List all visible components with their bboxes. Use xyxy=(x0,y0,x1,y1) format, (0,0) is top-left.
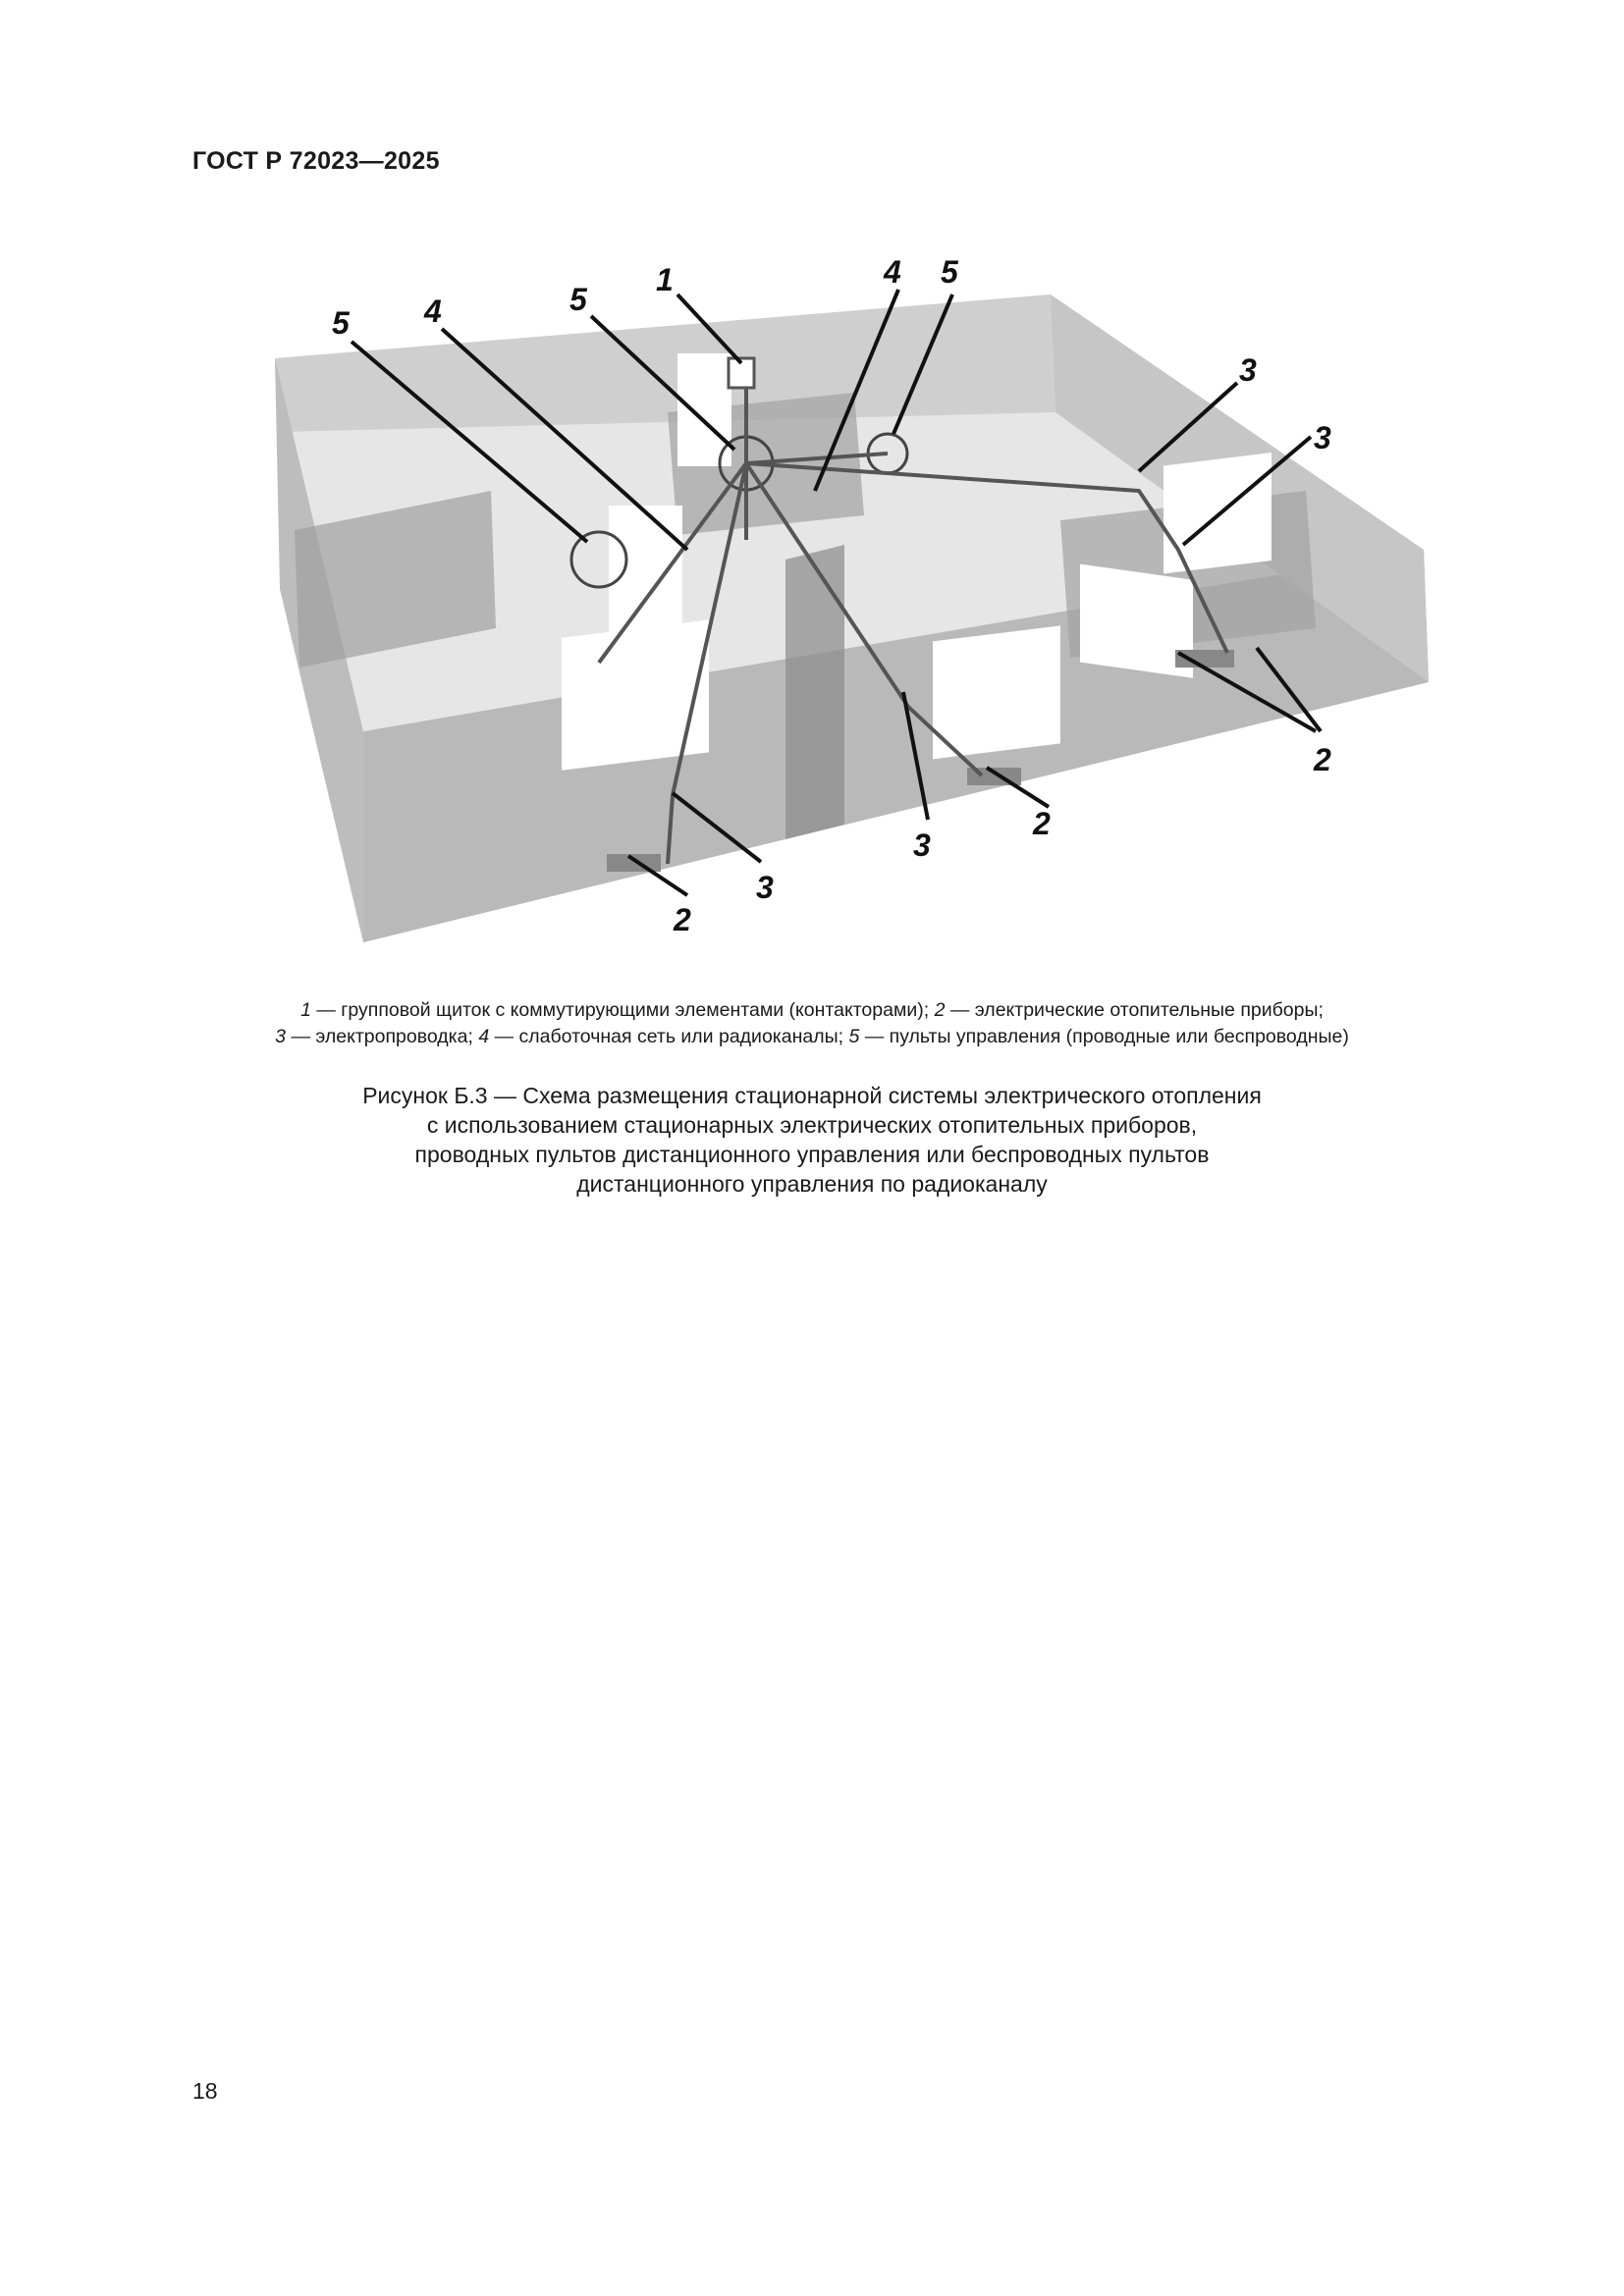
page-number: 18 xyxy=(192,2078,218,2104)
figure-caption xyxy=(196,1081,1428,1199)
legend-text-2: — электрические отопительные приборы; xyxy=(945,999,1324,1021)
legend-text-3: — электропроводка; xyxy=(286,1026,479,1047)
caption-line-3: проводных пультов дистанционного управления или беспроводных пультов xyxy=(414,1142,1210,1167)
legend-num-2: 2 xyxy=(934,999,946,1021)
legend-num-3: 3 xyxy=(275,1026,287,1047)
back-wall xyxy=(275,294,1056,432)
callout-2-right: 2 xyxy=(1314,742,1331,777)
caption-line-4: дистанционного управления по радиоканалу xyxy=(576,1171,1048,1197)
callout-3-top: 3 xyxy=(1239,352,1257,388)
callout-4-right: 4 xyxy=(884,254,901,290)
caption-line-1: Рисунок Б.3 — Схема размещения стационарной системы электрического отопления xyxy=(362,1083,1262,1108)
legend-num-4: 4 xyxy=(478,1026,490,1047)
legend-num-5: 5 xyxy=(848,1026,860,1047)
window-front-mid xyxy=(933,625,1060,759)
document-header: ГОСТ Р 72023—2025 xyxy=(192,147,440,175)
heater-front-left xyxy=(607,854,661,872)
callout-5-right: 5 xyxy=(941,254,958,290)
callout-2-front-mid: 2 xyxy=(1033,806,1051,841)
window-front-left xyxy=(562,619,709,770)
callout-3-right: 3 xyxy=(1314,420,1331,455)
inner-wall-mid xyxy=(785,545,844,839)
figure-legend-line-1 xyxy=(147,997,1477,1024)
legend-text-4: — слаботочная сеть или радиоканалы; xyxy=(489,1026,849,1047)
door-left xyxy=(609,506,682,638)
callout-5-center: 5 xyxy=(569,282,587,317)
legend-text-1: — групповой щиток с коммутирующими элементами (контакторами); xyxy=(310,999,935,1021)
callout-3-mid: 3 xyxy=(913,828,931,863)
callout-2-front-left: 2 xyxy=(674,902,691,937)
callout-1: 1 xyxy=(656,262,674,297)
callout-4-left: 4 xyxy=(424,294,442,329)
callout-3-front: 3 xyxy=(756,870,774,905)
heating-system-diagram xyxy=(0,0,1624,982)
legend-text-5: — пульты управления (проводные или беспроводные) xyxy=(859,1026,1349,1047)
legend-num-1: 1 xyxy=(300,999,311,1021)
callout-5-left: 5 xyxy=(332,305,350,341)
caption-line-2: с использованием стационарных электрических отопительных приборов, xyxy=(426,1112,1198,1138)
figure-legend-line-2 xyxy=(147,1024,1477,1050)
